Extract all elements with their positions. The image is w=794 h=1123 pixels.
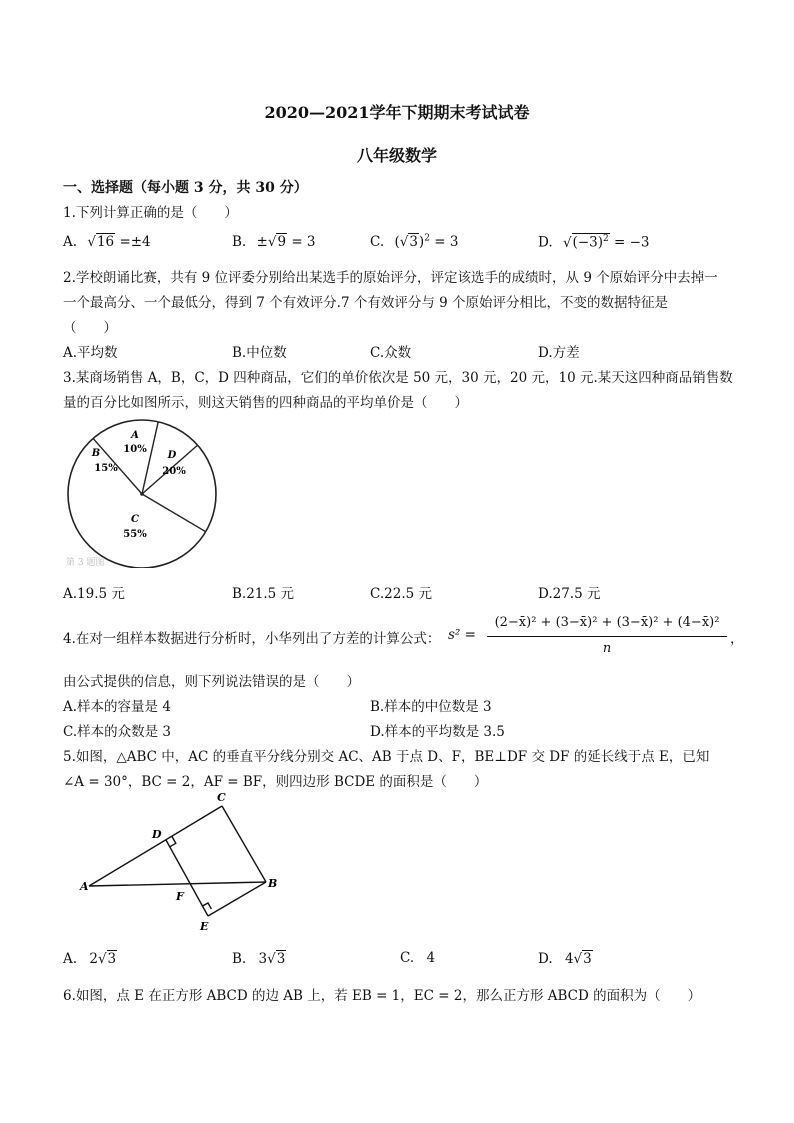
- point-label-d: D: [152, 828, 162, 841]
- section-heading: 一、选择题（每小题 3 分，共 30 分）: [63, 180, 308, 196]
- q5-option-d: D. 4√3: [538, 951, 592, 967]
- segment-de: [166, 840, 208, 916]
- q1-stem: 1.下列计算正确的是（ ）: [63, 205, 238, 221]
- pie-center-dot: [140, 492, 144, 496]
- segment-be: [208, 882, 266, 916]
- q2-option-c: C.众数: [370, 345, 412, 361]
- q1-option-d-radicand-base: (−3): [572, 234, 603, 251]
- q1-option-b-prefix: ±: [256, 234, 268, 250]
- q2-line-3: （ ）: [63, 320, 117, 336]
- q4-option-c: C.样本的众数是 3: [63, 724, 172, 740]
- pie-percent-d: 20%: [162, 466, 186, 477]
- q5-option-c-label: C.: [400, 950, 415, 966]
- q1-option-a-radicand: 16: [96, 234, 115, 250]
- q5-option-d-label: D.: [538, 951, 553, 967]
- q4-line-2: 由公式提供的信息，则下列说法错误的是（ ）: [63, 674, 360, 690]
- q4-formula-numerator: (2−x̄)² + (3−x̄)² + (3−x̄)² + (4−x̄)²: [494, 615, 720, 630]
- geometry-figure: [72, 790, 284, 936]
- point-label-b: B: [268, 877, 278, 890]
- q5-option-b: B. 3√3: [232, 951, 286, 967]
- q5-option-b-coef: 3: [258, 951, 268, 967]
- pie-percent-a: 10%: [123, 444, 147, 455]
- q5-option-a-label: A.: [63, 951, 78, 967]
- exam-subtitle: 八年级数学: [356, 146, 437, 165]
- q2-line-1: 2.学校朗诵比赛，共有 9 位评委分别给出某选手的原始评分，评定该选手的成绩时，从 9 个原始评分中去掉一: [63, 270, 718, 286]
- q4-option-a: A.样本的容量是 4: [63, 699, 171, 715]
- q1-option-b-label: B.: [232, 234, 247, 250]
- q1-option-a: A. √16 =±4: [63, 234, 151, 250]
- q1-option-a-label: A.: [63, 234, 78, 250]
- q4-option-d: D.样本的平均数是 3.5: [370, 724, 505, 740]
- q1-option-c: C. $(√3)^2 = 3$: [370, 233, 459, 250]
- q2-option-b: B.中位数: [232, 345, 287, 361]
- segment-ab: [89, 882, 266, 886]
- q1-option-b-radicand: 9: [277, 234, 287, 250]
- q1-option-c-close: ): [418, 234, 425, 250]
- q5-option-a: A. 2√3: [63, 951, 117, 967]
- q1-option-b: B. ±√9 = 3: [232, 234, 316, 250]
- q3-line-2: 量的百分比如图所示，则这天销售的四种商品的平均单价是（ ）: [63, 395, 468, 411]
- q5-line-2: ∠A = 30°，BC = 2，AF = BF，则四边形 BCDE 的面积是（ ）: [63, 774, 488, 790]
- q4-formula-fraction-bar: [487, 636, 727, 637]
- q3-option-d: D.27.5 元: [538, 586, 601, 602]
- segment-ac: [89, 806, 222, 886]
- q5-option-c-coef: 4: [426, 950, 436, 966]
- q1-option-c-radicand: 3: [409, 234, 418, 250]
- segment-cb: [222, 806, 266, 882]
- right-angle-mark-d: [170, 837, 176, 847]
- q3-option-a: A.19.5 元: [63, 586, 125, 602]
- q1-option-d-exp: 2: [602, 234, 609, 244]
- q3-option-b: B.21.5 元: [232, 586, 295, 602]
- pie-percent-b: 15%: [94, 463, 118, 474]
- q4-formula-denominator: n: [602, 641, 612, 656]
- point-label-f: F: [176, 890, 184, 903]
- pie-caption: 第 3 题图: [66, 558, 105, 568]
- q4-formula-tail: ，: [730, 631, 744, 647]
- q5-option-a-coef: 2: [89, 951, 98, 967]
- point-label-e: E: [200, 920, 209, 933]
- q3-line-1: 3.某商场销售 A，B，C，D 四种商品，它们的单价依次是 50 元，30 元，20 元，10 元.某天这四种商品销售数: [63, 370, 733, 386]
- q1-option-d: D. $√(-3)^2 = -3$: [538, 234, 650, 251]
- q1-option-a-rest: =±4: [119, 234, 151, 250]
- q1-option-c-exp: 2: [424, 233, 430, 244]
- q5-option-d-coef: 4: [564, 951, 574, 967]
- q2-line-2: 一个最高分、一个最低分，得到 7 个有效评分.7 个有效评分与 9 个原始评分相比，不变的数据特征是: [63, 295, 669, 311]
- q1-option-d-rest: = −3: [614, 234, 650, 251]
- pie-percent-c: 55%: [123, 529, 147, 540]
- q6-line-1: 6.如图，点 E 在正方形 ABCD 的边 AB 上，若 EB = 1，EC = 2，那么正方形 ABCD 的面积为（ ）: [63, 988, 702, 1004]
- point-label-a: A: [80, 880, 89, 893]
- pie-label-b: B: [91, 448, 101, 459]
- pie-label-c: C: [131, 514, 139, 525]
- pie-label-a: A: [131, 430, 139, 441]
- q5-line-1: 5.如图，△ABC 中，AC 的垂直平分线分别交 AC、AB 于点 D、F，BE⊥DF 交 DF 的延长线于点 E，已知: [63, 749, 710, 765]
- pie-slices: [68, 420, 216, 568]
- q4-formula-lhs: s² =: [448, 627, 476, 643]
- q1-option-c-label: C.: [370, 234, 385, 250]
- pie-label-d: D: [167, 450, 177, 461]
- point-label-c: C: [217, 791, 226, 804]
- q4-option-b: B.样本的中位数是 3: [370, 699, 492, 715]
- pie-chart-figure: [62, 418, 224, 568]
- exam-title: 2020—2021学年下期期末考试试卷: [264, 103, 530, 122]
- q1-option-b-rest: = 3: [291, 234, 316, 250]
- q1-option-c-open: (: [394, 234, 400, 250]
- q5-option-a-radicand: 3: [107, 951, 117, 967]
- q1-option-d-label: D.: [538, 234, 553, 251]
- q3-option-c: C.22.5 元: [370, 586, 432, 602]
- q4-line-1: 4.在对一组样本数据进行分析时，小华列出了方差的计算公式：: [63, 631, 441, 647]
- q5-option-b-radicand: 3: [276, 951, 286, 967]
- q5-option-d-radicand: 3: [583, 951, 592, 967]
- q2-option-d: D.方差: [538, 345, 580, 361]
- q5-option-c: [400, 950, 435, 966]
- q1-option-d-radicand: [572, 233, 610, 251]
- q2-option-a: A.平均数: [63, 345, 118, 361]
- q1-option-c-rest: = 3: [434, 234, 459, 250]
- q5-option-b-label: B.: [232, 951, 247, 967]
